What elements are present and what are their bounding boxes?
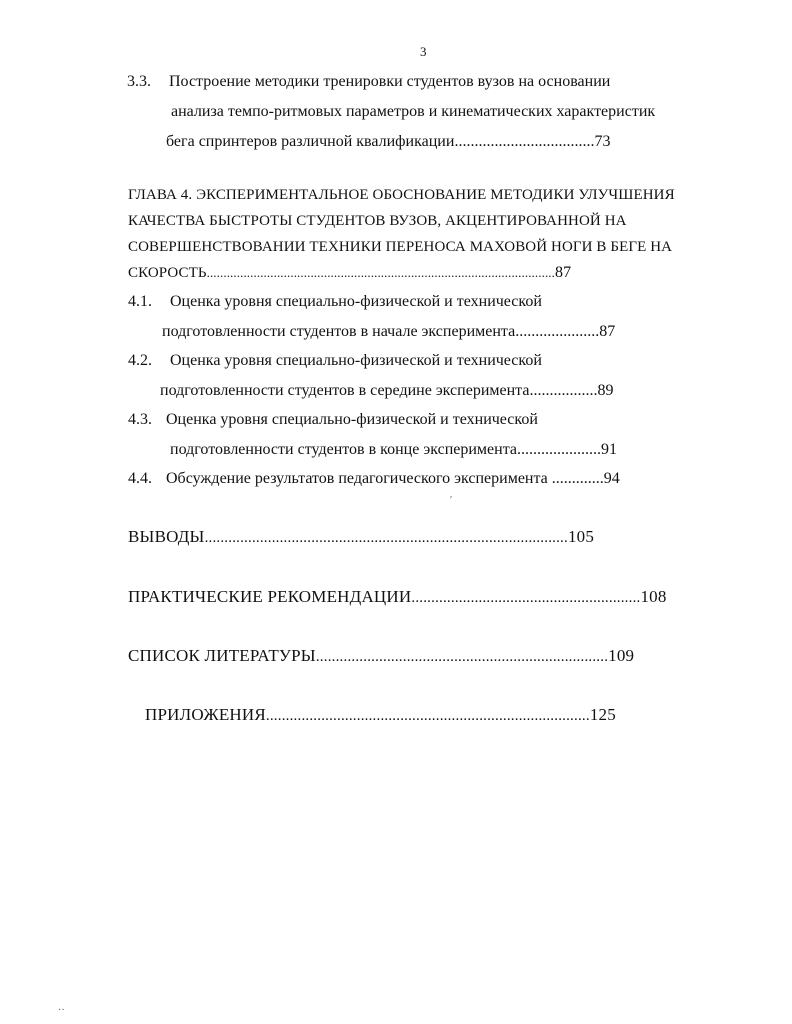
toc-entry-references [128,646,634,667]
section-title: Построение методики тренировки студентов вузов на основании [169,73,611,90]
dot-leader: ................................... [454,133,595,150]
toc-entry-3-3-line1 [127,72,610,92]
toc-entry-4-2-line1 [128,351,542,371]
toc-entry-recommendations [128,587,667,608]
toc-entry-4-1-line2 [162,322,615,342]
toc-entry-3-3-line2: анализа темпо-ритмовых параметров и кинематических характеристик [171,103,656,120]
page-ref: 105 [567,527,595,546]
section-title: Оценка уровня специально-физической и технической [170,352,542,369]
section-number: 4.1. [128,293,152,310]
section-number: 4.4. [128,470,152,487]
section-title: ПРИЛОЖЕНИЯ [145,705,266,724]
page-ref: 109 [608,646,635,665]
section-number: 4.2. [128,352,152,369]
scan-mark: ·· [58,1005,65,1016]
page-ref: 73 [594,133,611,150]
page-ref: 87 [599,323,616,340]
page-ref: 125 [589,705,616,724]
page-ref: 108 [640,587,667,606]
section-title: Оценка уровня специально-физической и технической [166,411,538,428]
section-title: Оценка уровня специально-физической и технической [170,293,542,310]
section-title: бега спринтеров различной квалификации [166,133,455,150]
chapter-title: СКОРОСТЬ [128,265,207,281]
page-ref: 89 [597,382,614,399]
dot-leader: .................................................................................. [265,708,590,724]
page-ref: 91 [601,441,617,458]
section-title: подготовленности студентов в конце эксперимента [170,441,517,458]
dot-leader: ........................................................................................................ [206,265,555,280]
toc-entry-4-3-line2 [170,440,617,460]
toc-entry-4-3-line1 [128,410,538,430]
page-ref: 87 [555,264,572,281]
dot-leader: ................. [529,382,598,399]
toc-entry-conclusions [128,527,594,548]
chapter-4-title-line1: ГЛАВА 4. ЭКСПЕРИМЕНТАЛЬНОЕ ОБОСНОВАНИЕ МЕТОДИКИ УЛУЧШЕНИЯ [128,187,675,203]
page-ref: 94 [603,470,620,487]
section-title: подготовленности студентов в середине эксперимента [160,382,530,399]
section-title: подготовленности студентов в начале эксперимента [162,323,516,340]
chapter-4-title-line2: КАЧЕСТВА БЫСТРОТЫ СТУДЕНТОВ ВУЗОВ, АКЦЕНТИРОВАННОЙ НА [128,213,627,229]
page-number: 3 [420,44,427,59]
dot-leader: ..................... [517,441,601,458]
dot-leader: ............................................................................................ [204,530,568,546]
section-title: ПРАКТИЧЕСКИЕ РЕКОМЕНДАЦИИ [128,587,412,606]
toc-entry-4-1-line1 [128,292,542,312]
toc-entry-appendices [145,705,616,726]
section-title: Обсуждение результатов педагогического эксперимента [166,470,548,487]
section-title: СПИСОК ЛИТЕРАТУРЫ [128,646,316,665]
toc-entry-3-3-line3 [166,132,610,152]
dot-leader: ..................... [515,323,600,340]
section-title: ВЫВОДЫ [128,527,205,546]
dot-leader: .......................................................... [411,590,641,606]
toc-entry-4-4 [128,469,620,489]
chapter-4-title-line4 [128,263,571,283]
section-number: 4.3. [128,411,152,428]
chapter-4-title-line3: СОВЕРШЕНСТВОВАНИИ ТЕХНИКИ ПЕРЕНОСА МАХОВОЙ НОГИ В БЕГЕ НА [128,239,673,255]
dot-leader: ............. [551,470,604,487]
dot-leader: .......................................................................... [315,649,609,665]
section-number: 3.3. [127,73,151,90]
scan-mark: ′ [450,495,453,506]
toc-entry-4-2-line2 [160,381,613,401]
